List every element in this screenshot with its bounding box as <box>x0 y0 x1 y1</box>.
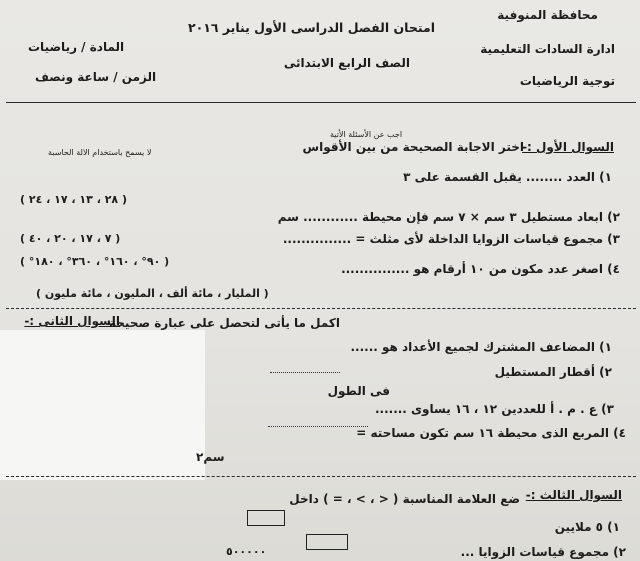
q2-divider <box>6 476 636 477</box>
bleached-area <box>0 330 205 480</box>
calculator-note: لا يسمح باستخدام الالة الحاسبة <box>48 148 152 157</box>
q3-item1-value: ٥٠٠٠٠٠ <box>226 545 267 558</box>
q2-item2-suffix: فى الطول <box>327 384 390 398</box>
exam-title: امتحان الفصل الدراسى الأول يناير ٢٠١٦ <box>187 20 435 35</box>
q1-instruction: اختر الاجابة الصحيحة من بين الأقواس <box>302 140 524 154</box>
q3-item1: ١) ٥ ملايين <box>554 520 620 534</box>
q2-item2: ٢) أقطار المستطيل <box>494 365 612 379</box>
q2-item3-blank[interactable] <box>268 426 368 427</box>
q3-title: السوال الثالث :- <box>525 488 622 502</box>
subject: المادة / رياضيات <box>28 40 125 54</box>
q1-title: السوال الأول :- <box>522 140 614 154</box>
q1-divider <box>6 308 636 309</box>
q3-instruction-box <box>247 510 285 526</box>
admin: ادارة السادات التعليمية <box>480 42 615 56</box>
header-divider <box>6 102 636 103</box>
q1-item3-options: ( ٩٠° ، ١٦٠° ، ٣٦٠° ، ١٨٠° ) <box>20 255 170 268</box>
q3-instruction: ضع العلامة المناسبة ( < ، > ، = ) داخل <box>289 492 520 506</box>
time: الزمن / ساعة ونصف <box>35 70 157 84</box>
q1-item2-options: ( ٧ ، ١٧ ، ٢٠ ، ٤٠ ) <box>20 232 121 245</box>
q1-item4: ٤) اصغر عدد مكون من ١٠ أرقام هو ............... <box>341 262 620 276</box>
q2-title: السوال الثانى :- <box>24 314 120 328</box>
q2-item1: ١) المضاعف المشترك لجميع الأعداد هو ...... <box>350 340 612 354</box>
q1-item3: ٣) مجموع قياسات الزوايا الداخلة لأى مثلث = ............... <box>282 232 620 246</box>
q1-item2: ٢) ابعاد مستطيل ٣ سم × ٧ سم فإن محيطة ............ سم <box>277 210 620 224</box>
q1-item4-options: ( المليار ، مائة ألف ، المليون ، مائة مليون ) <box>36 287 269 300</box>
q1-item1: ١) العدد ........ يقبل القسمة على ٣ <box>403 170 612 184</box>
grade: الصف الرابع الابتدائى <box>283 56 410 70</box>
q2-item4-unit: سم٢ <box>196 450 225 464</box>
answer-instruction: اجب عن الأسئلة الأتية <box>330 130 403 139</box>
q1-item1-options: ( ٢٨ ، ١٣ ، ١٧ ، ٢٤ ) <box>20 193 127 206</box>
dept: توجية الرياضيات <box>519 74 615 88</box>
q2-instruction: اكمل ما يأتى لتحصل على عبارة صحيحة <box>109 316 340 330</box>
governorate: محافظة المنوفية <box>497 8 598 22</box>
q3-item1-answer-box[interactable] <box>306 534 348 550</box>
q2-item3: ٣) ع . م . أ للعددين ١٢ ، ١٦ يساوى ....... <box>374 402 614 416</box>
q2-item4: ٤) المربع الذى محيطة ١٦ سم تكون مساحته = <box>356 426 626 440</box>
q3-item2: ٢) مجموع قياسات الزوايا ... <box>460 545 626 559</box>
q2-item1-blank[interactable] <box>270 372 340 373</box>
